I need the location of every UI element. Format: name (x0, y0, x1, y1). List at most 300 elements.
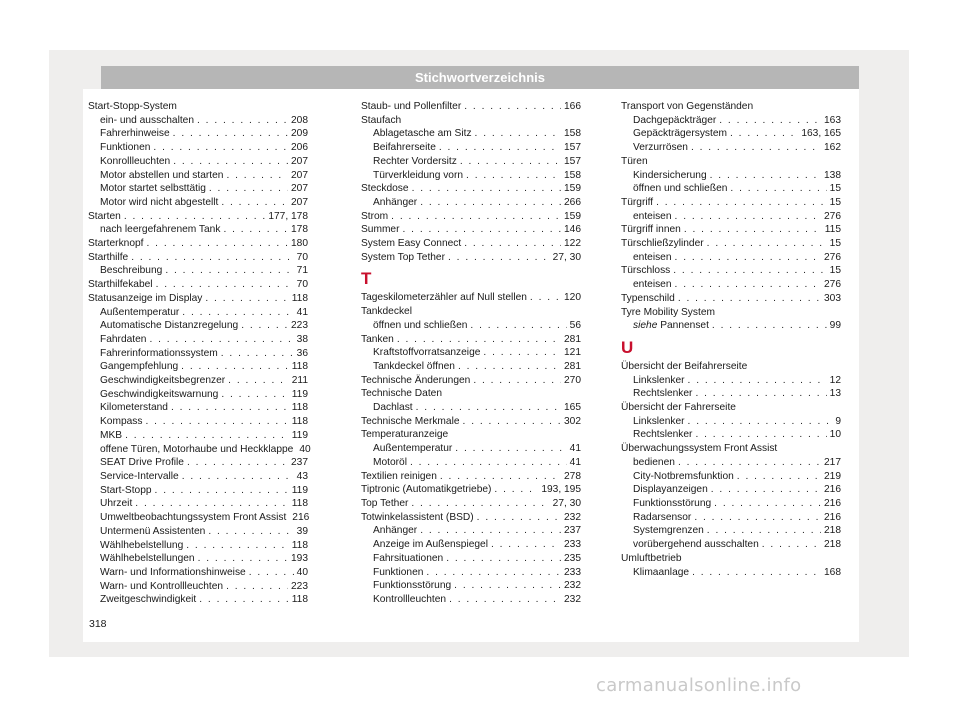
page-reference[interactable]: 216 (824, 497, 841, 509)
index-term: Statusanzeige im Display (88, 292, 203, 304)
index-subentry (88, 114, 308, 128)
page-number: 318 (89, 618, 107, 630)
index-entry (361, 114, 581, 128)
watermark: carmanualsonline.info (596, 675, 802, 696)
index-entry (88, 100, 308, 114)
page-reference[interactable]: 27, 30 (552, 497, 581, 509)
index-entry (361, 291, 581, 305)
index-term: Tyre Mobility System (621, 306, 715, 318)
index-subentry (361, 155, 581, 169)
page-reference[interactable]: 119 (291, 484, 308, 496)
index-entry (621, 237, 841, 251)
index-subentry (88, 456, 308, 470)
index-term: Dachlast (373, 402, 413, 414)
index-term: Displayanzeigen (633, 484, 708, 496)
page-reference[interactable]: 207 (291, 183, 308, 195)
index-subentry (621, 470, 841, 484)
page-reference[interactable]: 207 (291, 155, 308, 167)
dot-leader (156, 278, 294, 292)
index-subentry (621, 511, 841, 525)
index-term: Totwinkelassistent (BSD) (361, 511, 474, 523)
page-reference[interactable]: 15 (829, 265, 841, 277)
dot-leader (714, 497, 821, 511)
index-term: vorübergehend ausschalten (633, 539, 759, 551)
index-entry (361, 100, 581, 114)
index-column-1 (88, 100, 311, 607)
dot-leader (691, 141, 821, 155)
index-term: Start-Stopp (100, 484, 152, 496)
index-term: Kraftstoffvorratsanzeige (373, 347, 481, 359)
page-reference[interactable]: 40 (299, 443, 311, 455)
index-subentry (361, 127, 581, 141)
index-subentry (621, 141, 841, 155)
dot-leader (439, 141, 561, 155)
index-subentry (621, 538, 841, 552)
index-term: Übersicht der Fahrerseite (621, 402, 736, 414)
page-reference[interactable]: 157 (564, 155, 581, 167)
page-reference[interactable]: 15 (829, 238, 841, 250)
index-term: Rechtslenker (633, 388, 693, 400)
index-term: Strom (361, 210, 389, 222)
index-term: Starthilfekabel (88, 279, 153, 291)
index-subentry (361, 196, 581, 210)
dot-leader (675, 278, 821, 292)
page-reference[interactable]: 266 (564, 196, 581, 208)
page-reference[interactable]: 158 (564, 169, 581, 181)
page-reference[interactable]: 217 (824, 456, 841, 468)
page-reference[interactable]: 157 (564, 142, 581, 154)
dot-leader (695, 428, 826, 442)
index-term: Wählhebelstellung (100, 539, 184, 551)
dot-leader (228, 374, 289, 388)
index-subentry (88, 155, 308, 169)
index-entry (621, 442, 841, 456)
index-entry (621, 100, 841, 114)
index-entry (361, 387, 581, 401)
page-reference[interactable]: 237 (564, 525, 581, 537)
page-reference[interactable]: 237 (291, 457, 308, 469)
index-term: Verzurrösen (633, 142, 688, 154)
page-reference[interactable]: 15 (829, 196, 841, 208)
page-reference[interactable]: 41 (569, 443, 581, 455)
index-term: Warn- und Kontrollleuchten (100, 580, 224, 592)
page-reference[interactable]: 71 (296, 265, 308, 277)
dot-leader (208, 525, 293, 539)
index-term: offene Türen, Motorhaube und Heckklappe (100, 443, 294, 455)
index-entry (88, 210, 308, 224)
page-reference[interactable]: 193, 195 (541, 484, 581, 496)
index-term: Gepäckträgersystem (633, 128, 727, 140)
index-term: Motor wird nicht abgestellt (100, 196, 219, 208)
index-term: Staub- und Pollenfilter (361, 101, 462, 112)
page-reference[interactable]: 36 (296, 347, 308, 359)
index-subentry (88, 415, 308, 429)
index-section-letter: U (621, 337, 634, 357)
index-term: Geschwindigkeitswarnung (100, 388, 219, 400)
page-reference[interactable]: 207 (291, 169, 308, 181)
index-subentry (361, 456, 581, 470)
page-reference[interactable]: 118 (291, 498, 308, 510)
index-entry (88, 292, 308, 306)
index-term: Summer (361, 224, 400, 236)
dot-leader (182, 306, 293, 320)
dot-leader (477, 511, 561, 525)
index-subentry (88, 264, 308, 278)
dot-leader (673, 264, 826, 278)
dot-leader (186, 539, 288, 553)
page-reference[interactable]: 276 (824, 210, 841, 222)
index-subentry (361, 552, 581, 566)
index-term: Funktionen (100, 142, 151, 154)
dot-leader (187, 456, 288, 470)
page-reference[interactable]: 162 (824, 142, 841, 154)
dot-leader (153, 141, 288, 155)
index-term: Tankdeckel (361, 306, 412, 318)
index-term: Türverkleidung vorn (373, 169, 464, 181)
index-subentry (88, 360, 308, 374)
page-reference[interactable]: 223 (291, 320, 308, 332)
index-term: Typenschild (621, 292, 675, 304)
dot-leader (719, 114, 821, 128)
index-section-letter: T (361, 269, 372, 289)
index-subentry (621, 483, 841, 497)
page-reference[interactable]: 56 (569, 319, 581, 331)
dot-leader (182, 470, 294, 484)
index-term: Linkslenker (633, 374, 685, 386)
index-subentry (88, 169, 308, 183)
index-subentry (621, 415, 841, 429)
page-reference[interactable]: 180 (291, 238, 308, 250)
index-subentry (621, 374, 841, 388)
page-reference[interactable]: 43 (296, 470, 308, 482)
index-entry (621, 196, 841, 210)
page-reference[interactable]: 218 (824, 539, 841, 551)
page-reference[interactable]: 209 (291, 128, 308, 140)
dot-leader (688, 415, 833, 429)
index-term: Umluftbetrieb (621, 552, 682, 564)
index-subentry (88, 306, 308, 320)
index-term: SEAT Drive Profile (100, 457, 184, 469)
page-reference[interactable]: 159 (564, 210, 581, 222)
index-term: Gangempfehlung (100, 361, 179, 373)
dot-leader (475, 127, 561, 141)
index-term: City-Notbremsfunktion (633, 470, 734, 482)
page-reference[interactable]: 302 (564, 415, 581, 427)
page-reference[interactable]: 70 (296, 251, 308, 263)
dot-leader (241, 319, 288, 333)
index-term: Fahrsituationen (373, 552, 444, 564)
index-term: Systemgrenzen (633, 525, 704, 537)
dot-leader (684, 223, 822, 237)
index-column-2 (361, 100, 581, 607)
page-reference[interactable]: 303 (824, 292, 841, 304)
dot-leader (688, 374, 827, 388)
page-reference[interactable]: 38 (296, 333, 308, 345)
index-subentry (621, 566, 841, 580)
dot-leader (707, 237, 827, 251)
index-term: Technische Merkmale (361, 415, 460, 427)
index-term: Beifahrerseite (373, 142, 436, 154)
index-subentry (88, 593, 308, 607)
page-reference[interactable]: 118 (291, 539, 308, 551)
index-entry (361, 333, 581, 347)
index-entry (621, 223, 841, 237)
page-reference[interactable]: 12 (829, 374, 841, 386)
index-term: Linkslenker (633, 415, 685, 427)
index-subentry (621, 114, 841, 128)
index-term: Türgriff (621, 196, 654, 208)
page-reference[interactable]: 233 (564, 539, 581, 551)
index-column-3 (621, 100, 841, 579)
page-reference[interactable]: 278 (564, 470, 581, 482)
index-subentry (361, 401, 581, 415)
index-subentry (88, 484, 308, 498)
index-term: Beschreibung (100, 265, 163, 277)
index-subentry (621, 524, 841, 538)
index-entry (621, 264, 841, 278)
index-term: Tageskilometerzähler auf Null stellen (361, 292, 527, 304)
index-subentry (621, 497, 841, 511)
index-entry (361, 483, 581, 497)
dot-leader (458, 360, 561, 374)
page-reference[interactable]: 138 (824, 169, 841, 181)
index-entry (621, 155, 841, 169)
dot-leader (391, 210, 561, 224)
index-term: Funktionsstörung (373, 580, 452, 592)
page-reference[interactable]: 70 (296, 279, 308, 291)
page-reference[interactable]: 270 (564, 374, 581, 386)
index-subentry (88, 141, 308, 155)
index-term: Start-Stopp-System (88, 101, 177, 112)
page-reference[interactable]: 27, 30 (552, 251, 581, 263)
dot-leader (483, 346, 561, 360)
index-term: Außentemperatur (373, 443, 453, 455)
index-term: Technische Änderungen (361, 374, 471, 386)
index-term: Türen (621, 155, 648, 167)
index-term: Überwachungssystem Front Assist (621, 443, 778, 455)
dot-leader (470, 319, 566, 333)
index-term: Starten (88, 210, 121, 222)
index-subentry (361, 593, 581, 607)
dot-leader (678, 292, 821, 306)
dot-leader (124, 210, 265, 224)
index-entry (361, 251, 581, 265)
page-reference[interactable]: 39 (296, 525, 308, 537)
page-reference[interactable]: 118 (291, 292, 308, 304)
index-term: MKB (100, 429, 123, 441)
index-subentry (621, 251, 841, 265)
page-reference[interactable]: 118 (291, 416, 308, 428)
page-reference[interactable]: 223 (291, 580, 308, 592)
page-reference[interactable]: 163, 165 (801, 128, 841, 140)
index-entry (88, 278, 308, 292)
index-term: Anhänger (373, 525, 418, 537)
page-reference[interactable]: 168 (824, 566, 841, 578)
index-term: Türschließzylinder (621, 238, 704, 250)
page-reference[interactable]: 10 (829, 429, 841, 441)
page-reference[interactable]: 233 (564, 566, 581, 578)
page-reference[interactable]: 232 (564, 593, 581, 605)
index-term: Steckdose (361, 183, 409, 195)
index-term: Starterknopf (88, 238, 144, 250)
page-reference[interactable]: 99 (829, 320, 841, 332)
index-subentry (361, 141, 581, 155)
dot-leader (221, 196, 288, 210)
index-term: Temperaturanzeige (361, 429, 449, 441)
page-reference[interactable]: 120 (564, 292, 581, 304)
index-term: ein- und ausschalten (100, 114, 195, 126)
dot-leader (171, 401, 289, 415)
page-reference[interactable]: 218 (824, 525, 841, 537)
dot-leader (223, 223, 288, 237)
index-subentry (88, 319, 308, 333)
dot-leader (397, 333, 561, 347)
page-reference[interactable]: 232 (564, 511, 581, 523)
dot-leader (125, 429, 289, 443)
dot-leader (199, 593, 288, 607)
page-reference[interactable]: 9 (835, 415, 841, 427)
index-term: Tiptronic (Automatikgetriebe) (361, 484, 492, 496)
dot-leader (165, 264, 293, 278)
index-subentry (88, 552, 308, 566)
index-term: Untermenü Assistenten (100, 525, 206, 537)
index-subentry (88, 539, 308, 553)
index-entry (88, 237, 308, 251)
index-subentry (88, 525, 308, 539)
page-reference[interactable]: 118 (291, 594, 308, 606)
page-reference[interactable]: 208 (291, 114, 308, 126)
page-reference[interactable]: 119 (291, 388, 308, 400)
dot-leader (464, 237, 561, 251)
index-subentry (88, 511, 308, 525)
index-term: Technische Daten (361, 388, 442, 400)
page-reference[interactable]: 165 (564, 402, 581, 414)
index-term: Übersicht der Beifahrerseite (621, 360, 748, 372)
page-reference[interactable]: 13 (829, 388, 841, 400)
index-subentry (361, 442, 581, 456)
index-term: Umweltbeobachtungssystem Front Assist (100, 512, 287, 524)
page-reference[interactable]: 216 (824, 511, 841, 523)
page-reference[interactable]: 146 (564, 224, 581, 236)
page-reference[interactable]: 163 (824, 114, 841, 126)
page-reference[interactable]: 166 (564, 101, 581, 112)
page-reference[interactable]: 122 (564, 238, 581, 250)
page-reference[interactable]: 193 (291, 553, 308, 565)
page-reference[interactable]: 40 (296, 566, 308, 578)
index-term: Funktionen (373, 566, 424, 578)
index-subentry (621, 127, 841, 141)
index-subentry (88, 429, 308, 443)
index-term: Kindersicherung (633, 169, 707, 181)
page-reference[interactable]: 15 (829, 183, 841, 195)
page-reference[interactable]: 276 (824, 279, 841, 291)
index-term: Rechter Vordersitz (373, 155, 457, 167)
dot-leader (149, 333, 293, 347)
page-reference[interactable]: 178 (291, 224, 308, 236)
page-reference[interactable]: 207 (291, 196, 308, 208)
dot-leader (463, 415, 561, 429)
dot-leader (181, 360, 289, 374)
page-reference[interactable]: 211 (291, 375, 308, 387)
page-reference[interactable]: 219 (824, 470, 841, 482)
page-reference[interactable]: 118 (291, 402, 308, 414)
page-reference[interactable]: 119 (291, 429, 308, 441)
index-term: System Easy Connect (361, 238, 462, 250)
page-reference[interactable]: 121 (564, 347, 581, 359)
index-term: Wählhebelstellungen (100, 553, 195, 565)
dot-leader (420, 196, 561, 210)
dot-leader (173, 155, 288, 169)
index-term: Motor abstellen und starten (100, 169, 224, 181)
dot-leader (530, 291, 561, 305)
index-term: Anzeige im Außenspiegel (373, 539, 488, 551)
index-term: Dachgepäckträger (633, 114, 717, 126)
dot-leader (440, 470, 561, 484)
index-subentry (88, 470, 308, 484)
dot-leader (707, 524, 821, 538)
page-reference[interactable]: 115 (824, 224, 841, 236)
page-reference[interactable]: 159 (564, 183, 581, 195)
dot-leader (455, 442, 566, 456)
index-term (633, 319, 709, 333)
index-entry (361, 428, 581, 442)
index-term: System Top Tether (361, 251, 445, 263)
dot-leader (221, 388, 288, 402)
page-reference[interactable]: 118 (291, 361, 308, 373)
index-term: Kompass (100, 416, 143, 428)
dot-leader (412, 182, 561, 196)
index-term: nach leergefahrenem Tank (100, 224, 221, 236)
index-term: Service-Intervalle (100, 470, 179, 482)
page-reference[interactable]: 177, 178 (268, 210, 308, 222)
dot-leader (494, 483, 538, 497)
index-subentry (361, 360, 581, 374)
dot-leader (416, 401, 561, 415)
page-reference[interactable]: 206 (291, 142, 308, 154)
page-reference[interactable]: 281 (564, 333, 581, 345)
page-reference[interactable]: 41 (296, 306, 308, 318)
dot-leader (249, 566, 294, 580)
index-term-text: Pannenset (660, 320, 709, 332)
dot-leader (656, 196, 827, 210)
index-term: Kilometerstand (100, 402, 168, 414)
index-term: Geschwindigkeitsbegrenzer (100, 375, 226, 387)
index-entry (361, 305, 581, 319)
page-reference[interactable]: 216 (824, 484, 841, 496)
page-reference[interactable]: 232 (564, 580, 581, 592)
page-reference[interactable]: 235 (564, 552, 581, 564)
page-reference[interactable]: 281 (564, 360, 581, 372)
index-term: enteisen (633, 279, 672, 291)
page-reference[interactable]: 158 (564, 128, 581, 140)
dot-leader (173, 127, 288, 141)
index-term: öffnen und schließen (633, 183, 728, 195)
page-reference[interactable]: 276 (824, 251, 841, 263)
index-subentry (361, 346, 581, 360)
dot-leader (145, 415, 288, 429)
page-reference[interactable]: 41 (569, 456, 581, 468)
page-reference[interactable]: 216 (292, 512, 310, 524)
index-subentry (88, 374, 308, 388)
dot-leader (426, 566, 561, 580)
index-subentry (361, 524, 581, 538)
index-subentry (361, 319, 581, 333)
index-term: Rechtslenker (633, 429, 693, 441)
dot-leader (155, 484, 289, 498)
dot-leader (712, 319, 827, 333)
dot-leader (491, 538, 561, 552)
index-entry (361, 237, 581, 251)
